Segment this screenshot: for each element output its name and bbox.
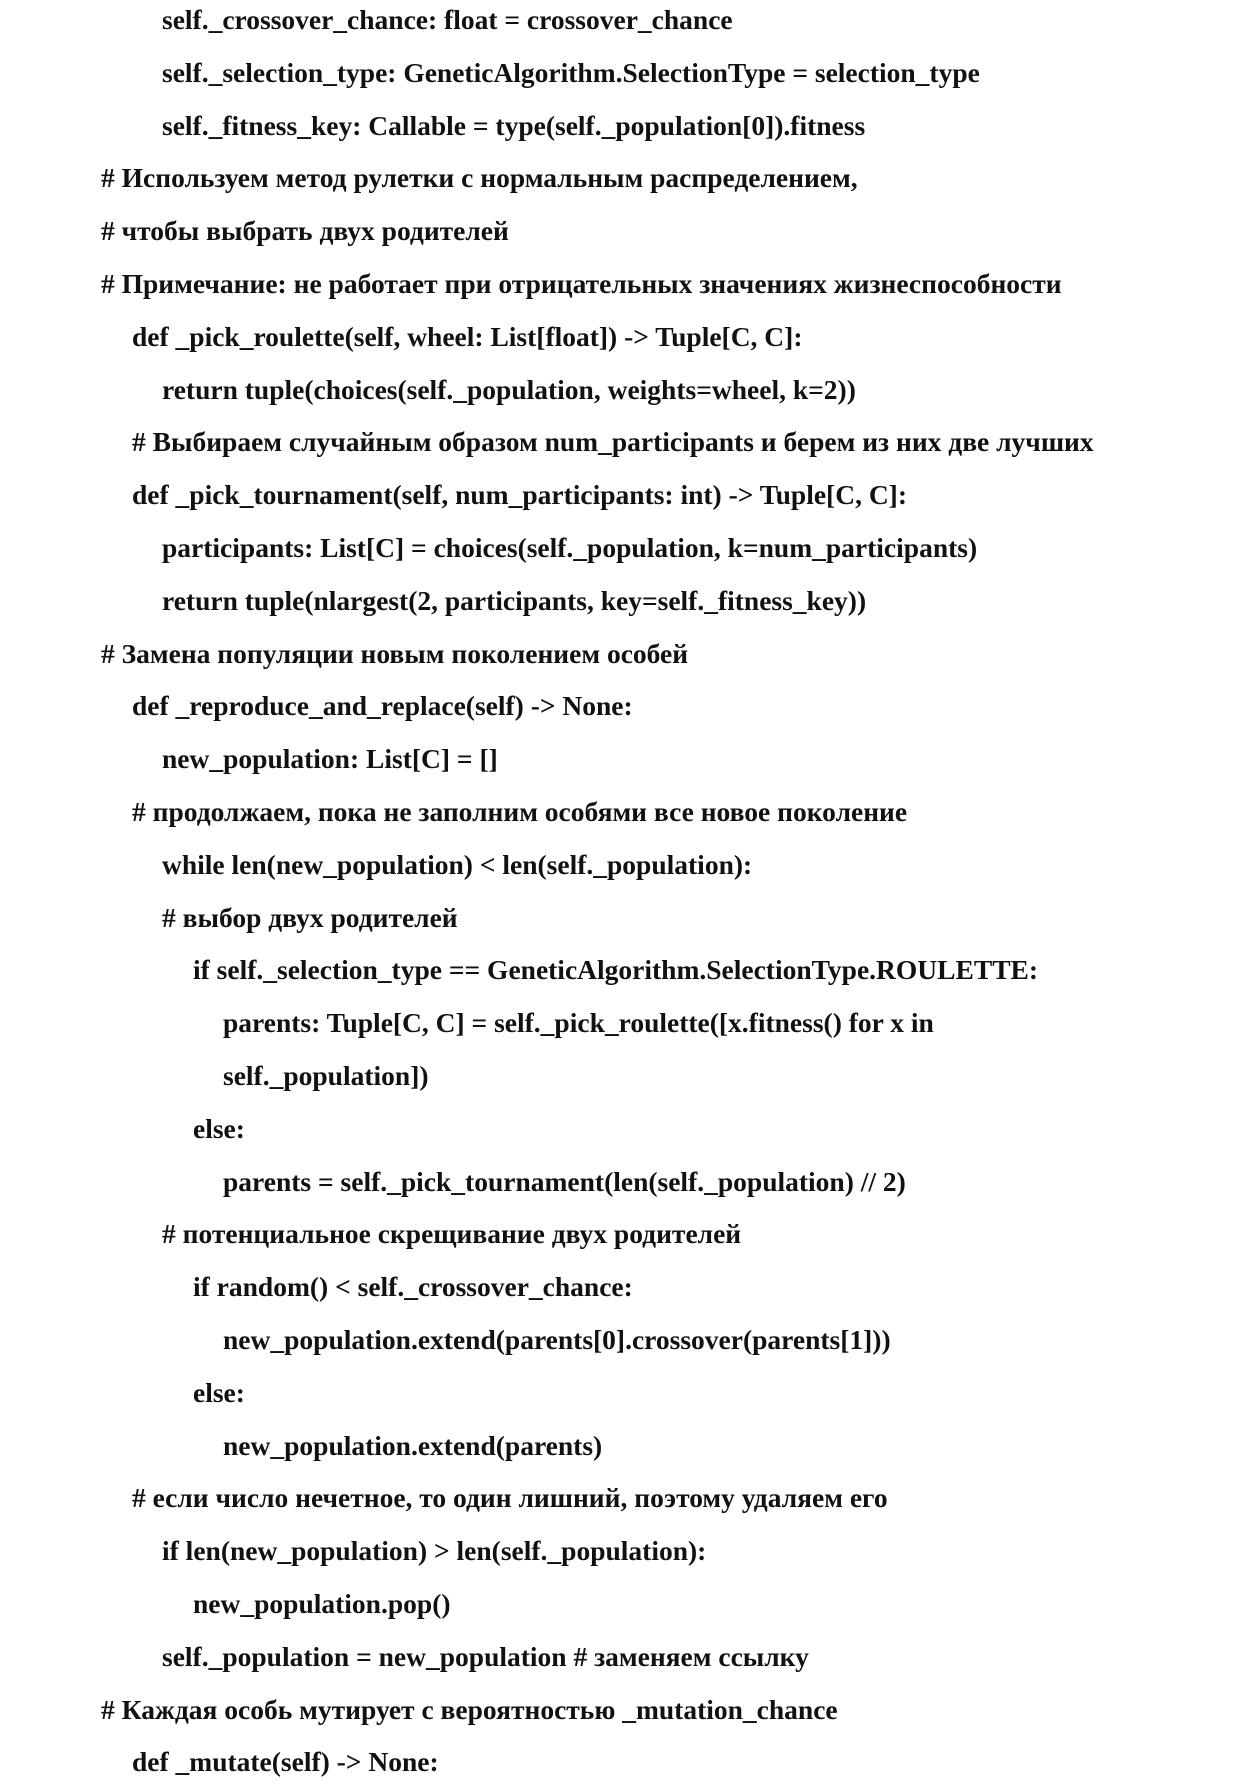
code-line: self._population]) (223, 1059, 429, 1091)
code-line: return tuple(nlargest(2, participants, key=self._fitness_key)) (162, 584, 867, 616)
code-line: participants: List[C] = choices(self._population, k=num_participants) (162, 531, 978, 563)
code-line: def _pick_tournament(self, num_participants: int) -> Tuple[C, C]: (132, 479, 907, 511)
code-line: self._fitness_key: Callable = type(self._population[0]).fitness (162, 109, 866, 141)
code-line: else: (193, 1376, 245, 1408)
code-line: if self._selection_type == GeneticAlgorithm.SelectionType.ROULETTE: (193, 954, 1039, 986)
code-line: new_population: List[C] = [] (162, 743, 498, 775)
code-comment: # Используем метод рулетки с нормальным распределением, (101, 162, 858, 194)
code-comment: # потенциальное скрещивание двух родителей (162, 1218, 742, 1250)
code-line: new_population.pop() (193, 1587, 451, 1619)
code-line: else: (193, 1112, 245, 1144)
code-line: parents = self._pick_tournament(len(self._population) // 2) (223, 1165, 906, 1197)
code-line: self._population = new_population # заменяем ссылку (162, 1640, 809, 1672)
code-line: parents: Tuple[C, C] = self._pick_roulette([x.fitness() for x in (223, 1007, 934, 1039)
code-comment: # продолжаем, пока не заполним особями все новое поколение (132, 795, 908, 827)
code-line: new_population.extend(parents) (223, 1429, 603, 1461)
code-comment: # Каждая особь мутирует с вероятностью _mutation_chance (101, 1693, 838, 1725)
code-comment: # Замена популяции новым поколением особей (101, 637, 689, 669)
code-line: new_population.extend(parents[0].crossover(parents[1])) (223, 1323, 891, 1355)
code-comment: # Выбираем случайным образом num_participants и берем из них две лучших (132, 426, 1094, 458)
code-comment: # выбор двух родителей (162, 901, 458, 933)
code-line: self._selection_type: GeneticAlgorithm.SelectionType = selection_type (162, 56, 980, 88)
code-line: while len(new_population) < len(self._population): (162, 848, 753, 880)
code-comment: # чтобы выбрать двух родителей (101, 215, 509, 247)
code-line: return tuple(choices(self._population, weights=wheel, k=2)) (162, 373, 856, 405)
code-comment: # если число нечетное, то один лишний, поэтому удаляем его (132, 1482, 888, 1514)
code-line: def _reproduce_and_replace(self) -> None: (132, 690, 633, 722)
code-line: def _mutate(self) -> None: (132, 1746, 439, 1778)
code-line: self._crossover_chance: float = crossover_chance (162, 4, 733, 35)
code-comment: # Примечание: не работает при отрицательных значениях жизнеспособности (101, 267, 1062, 299)
code-line: def _pick_roulette(self, wheel: List[float]) -> Tuple[C, C]: (132, 320, 803, 352)
code-line: if len(new_population) > len(self._population): (162, 1535, 707, 1567)
code-line: if random() < self._crossover_chance: (193, 1271, 633, 1303)
